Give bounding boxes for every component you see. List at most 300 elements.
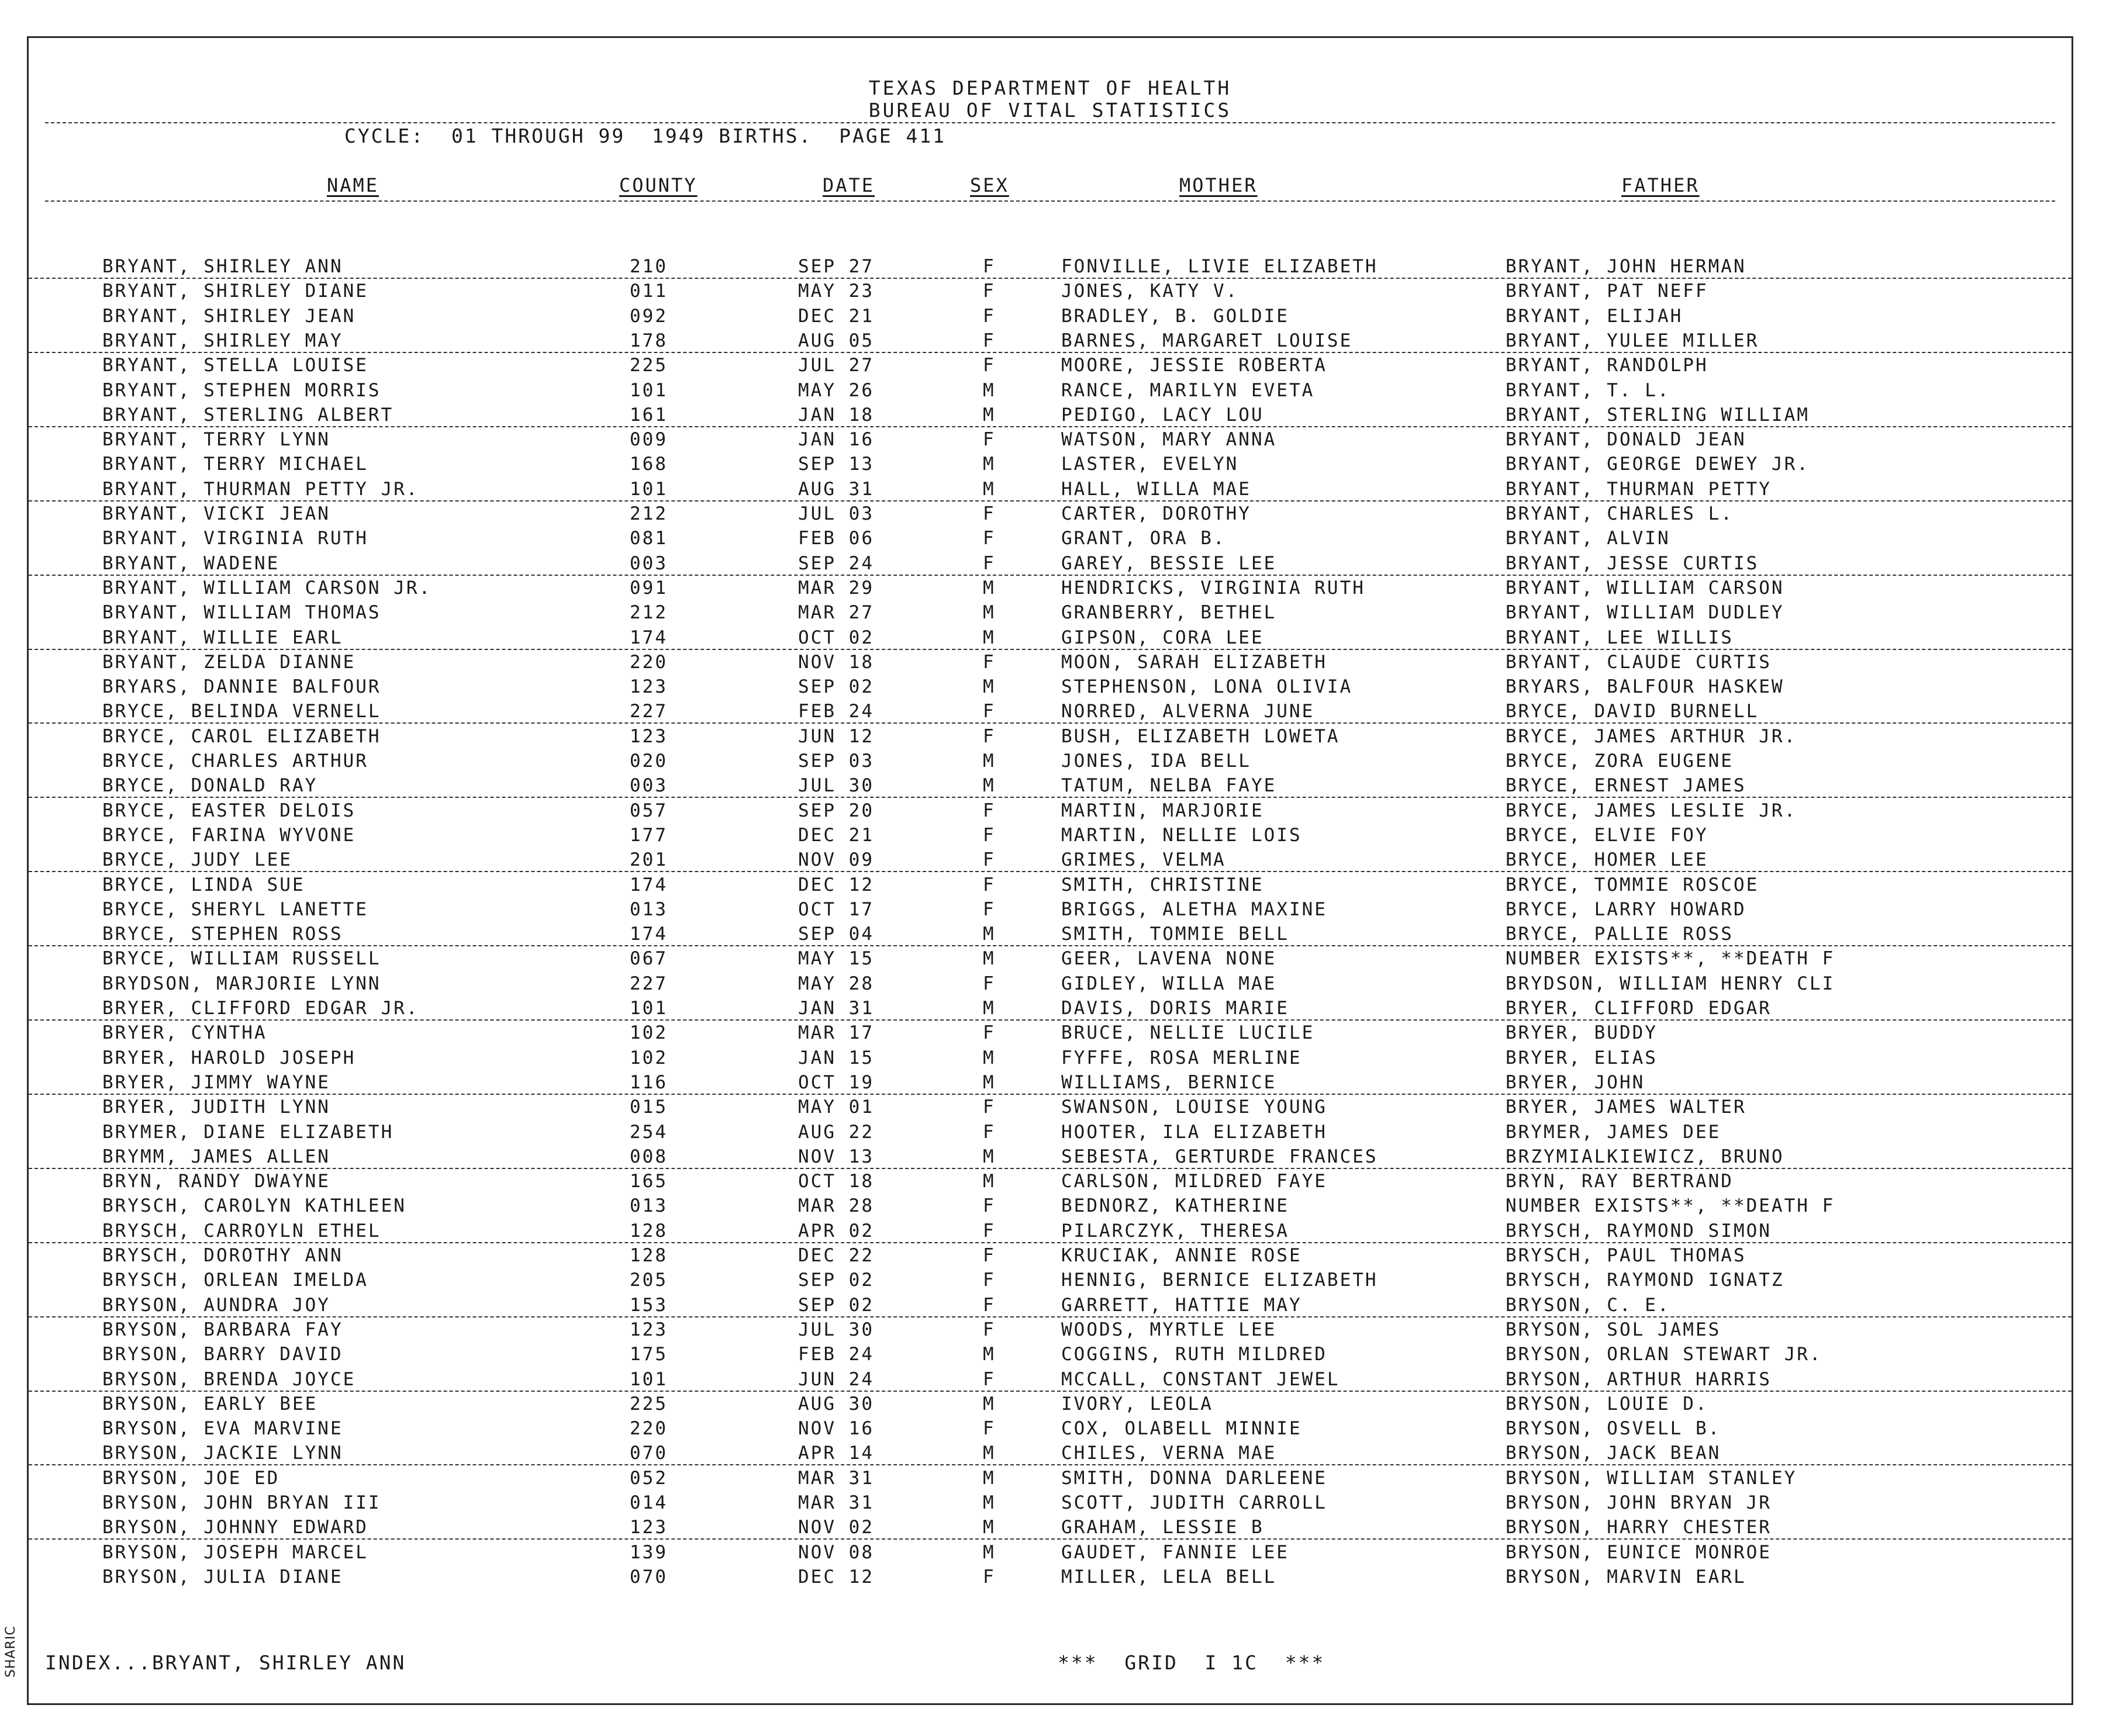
cell-county: 212 (630, 602, 668, 624)
cell-father: BRYSON, ORLAN STEWART JR. (1506, 1344, 1822, 1365)
table-row (29, 1515, 2072, 1540)
cell-sex: M (983, 998, 996, 1019)
cell-county: 009 (630, 429, 668, 451)
cell-sex: F (983, 1418, 996, 1440)
cell-name: BRYARS, DANNIE BALFOUR (102, 676, 381, 698)
cell-mother: MOON, SARAH ELIZABETH (1061, 651, 1327, 673)
cell-mother: GRANBERRY, BETHEL (1061, 602, 1277, 624)
cell-mother: WATSON, MARY ANNA (1061, 429, 1277, 451)
cell-mother: RANCE, MARILYN EVETA (1061, 379, 1315, 401)
cell-county: 070 (630, 1443, 668, 1464)
cell-name: BRYCE, DONALD RAY (102, 775, 318, 797)
grid-label: *** GRID I 1C *** (1058, 1651, 1325, 1674)
cell-county: 070 (630, 1566, 668, 1588)
cell-sex: M (983, 1344, 996, 1365)
cell-father: BRYANT, CLAUDE CURTIS (1506, 651, 1772, 673)
table-row (29, 1342, 2072, 1367)
cell-date: JUL 03 (798, 503, 874, 524)
cell-sex: F (983, 1220, 996, 1242)
cell-sex: F (983, 973, 996, 994)
cell-name: BRYCE, EASTER DELOIS (102, 800, 356, 821)
cell-name: BRYSON, BRENDA JOYCE (102, 1368, 356, 1390)
cell-father: BRYER, BUDDY (1506, 1022, 1658, 1044)
cell-date: SEP 02 (798, 1270, 874, 1291)
cell-sex: M (983, 454, 996, 475)
cell-sex: F (983, 725, 996, 747)
cell-mother: HALL, WILLA MAE (1061, 478, 1251, 500)
table-row (29, 1144, 2072, 1169)
table-row (29, 922, 2072, 946)
table-row (29, 1565, 2072, 1589)
cell-date: JUL 30 (798, 775, 874, 797)
cell-father: BRYSON, JACK BEAN (1506, 1443, 1721, 1464)
cell-county: 174 (630, 874, 668, 895)
cell-sex: M (983, 1541, 996, 1563)
cell-name: BRYSON, JULIA DIANE (102, 1566, 343, 1588)
cell-mother: GIDLEY, WILLA MAE (1061, 973, 1277, 994)
cell-date: MAR 27 (798, 602, 874, 624)
cell-sex: F (983, 1022, 996, 1044)
cell-name: BRYANT, VIRGINIA RUTH (102, 528, 368, 549)
cell-county: 003 (630, 775, 668, 797)
cell-date: MAY 28 (798, 973, 874, 994)
cell-mother: NORRED, ALVERNA JUNE (1061, 701, 1315, 722)
cell-sex: F (983, 898, 996, 920)
cell-county: 175 (630, 1344, 668, 1365)
table-row (29, 1416, 2072, 1441)
cell-father: BRYER, CLIFFORD EDGAR (1506, 998, 1772, 1019)
cell-mother: GAREY, BESSIE LEE (1061, 552, 1277, 574)
cell-date: JAN 16 (798, 429, 874, 451)
table-row (29, 971, 2072, 996)
cell-name: BRYANT, TERRY MICHAEL (102, 454, 368, 475)
cell-date: DEC 12 (798, 1566, 874, 1588)
table-row (29, 823, 2072, 848)
cell-sex: M (983, 404, 996, 426)
cell-mother: SCOTT, JUDITH CARROLL (1061, 1492, 1327, 1513)
cell-mother: FONVILLE, LIVIE ELIZABETH (1061, 256, 1378, 277)
cell-father: BRYSON, C. E. (1506, 1294, 1670, 1316)
record-sheet (27, 36, 2073, 1705)
cell-name: BRYANT, WILLIAM THOMAS (102, 602, 381, 624)
cell-date: APR 02 (798, 1220, 874, 1242)
cell-county: 174 (630, 627, 668, 648)
cell-name: BRYCE, SHERYL LANETTE (102, 898, 368, 920)
cell-mother: BARNES, MARGARET LOUISE (1061, 330, 1353, 351)
cell-date: SEP 04 (798, 924, 874, 945)
cell-date: MAY 01 (798, 1097, 874, 1118)
cell-date: MAY 15 (798, 948, 874, 970)
cell-mother: SMITH, TOMMIE BELL (1061, 924, 1289, 945)
table-row (29, 1021, 2072, 1045)
cell-mother: BEDNORZ, KATHERINE (1061, 1195, 1289, 1217)
cell-sex: M (983, 478, 996, 500)
cell-date: NOV 02 (798, 1517, 874, 1538)
cell-name: BRYSCH, CAROLYN KATHLEEN (102, 1195, 406, 1217)
cell-date: JUN 24 (798, 1368, 874, 1390)
table-row (29, 1070, 2072, 1095)
cell-sex: F (983, 503, 996, 524)
cell-mother: CARTER, DOROTHY (1061, 503, 1251, 524)
cell-county: 153 (630, 1294, 668, 1316)
cell-date: AUG 30 (798, 1393, 874, 1415)
cell-county: 225 (630, 1393, 668, 1415)
cell-father: BRYSON, WILLIAM STANLEY (1506, 1467, 1797, 1489)
cell-name: BRYCE, JUDY LEE (102, 849, 292, 871)
table-row (29, 1194, 2072, 1218)
cell-father: BRYCE, DAVID BURNELL (1506, 701, 1759, 722)
cell-name: BRYANT, TERRY LYNN (102, 429, 330, 451)
cell-date: DEC 22 (798, 1245, 874, 1266)
cell-date: MAR 31 (798, 1492, 874, 1513)
cell-father: BRZYMIALKIEWICZ, BRUNO (1506, 1146, 1784, 1167)
cell-father: BRYANT, WILLIAM DUDLEY (1506, 602, 1784, 624)
cell-father: BRYN, RAY BERTRAND (1506, 1171, 1734, 1192)
cell-county: 220 (630, 1418, 668, 1440)
cell-county: 227 (630, 701, 668, 722)
cell-name: BRYSON, AUNDRA JOY (102, 1294, 330, 1316)
cell-mother: TATUM, NELBA FAYE (1061, 775, 1277, 797)
cell-date: OCT 17 (798, 898, 874, 920)
cell-father: BRYER, JOHN (1506, 1071, 1645, 1093)
cell-county: 123 (630, 676, 668, 698)
cell-county: 013 (630, 1195, 668, 1217)
cell-date: SEP 20 (798, 800, 874, 821)
cell-father: BRYSON, LOUIE D. (1506, 1393, 1708, 1415)
cell-date: DEC 21 (798, 305, 874, 327)
cell-date: NOV 16 (798, 1418, 874, 1440)
cell-county: 014 (630, 1492, 668, 1513)
cell-name: BRYSON, BARRY DAVID (102, 1344, 343, 1365)
cell-date: SEP 02 (798, 1294, 874, 1316)
cell-sex: M (983, 676, 996, 698)
cell-sex: F (983, 1097, 996, 1118)
cell-sex: F (983, 1245, 996, 1266)
cell-mother: DAVIS, DORIS MARIE (1061, 998, 1289, 1019)
cell-name: BRYER, CLIFFORD EDGAR JR. (102, 998, 419, 1019)
cell-father: NUMBER EXISTS**, **DEATH F (1506, 1195, 1835, 1217)
table-row (29, 502, 2072, 526)
cell-county: 123 (630, 725, 668, 747)
table-row (29, 749, 2072, 773)
cell-father: BRYCE, LARRY HOWARD (1506, 898, 1746, 920)
cell-county: 020 (630, 751, 668, 772)
cell-name: BRYANT, WADENE (102, 552, 280, 574)
cell-date: MAR 29 (798, 577, 874, 599)
header-divider (45, 122, 2055, 123)
cell-date: FEB 24 (798, 1344, 874, 1365)
cell-name: BRYCE, STEPHEN ROSS (102, 924, 343, 945)
cell-name: BRYSCH, CARROYLN ETHEL (102, 1220, 381, 1242)
index-line: INDEX...BRYANT, SHIRLEY ANN (45, 1651, 406, 1674)
cell-name: BRYSON, JACKIE LYNN (102, 1443, 343, 1464)
cell-date: NOV 18 (798, 651, 874, 673)
cell-name: BRYANT, STEPHEN MORRIS (102, 379, 381, 401)
cell-father: BRYCE, PALLIE ROSS (1506, 924, 1734, 945)
cell-mother: MILLER, LELA BELL (1061, 1566, 1277, 1588)
cell-sex: F (983, 824, 996, 846)
cell-father: BRYANT, ELIJAH (1506, 305, 1683, 327)
cell-sex: F (983, 874, 996, 895)
cell-date: FEB 24 (798, 701, 874, 722)
cell-sex: F (983, 355, 996, 376)
cell-sex: F (983, 1195, 996, 1217)
cell-county: 092 (630, 305, 668, 327)
cell-date: MAR 17 (798, 1022, 874, 1044)
cell-mother: SMITH, CHRISTINE (1061, 874, 1264, 895)
cell-sex: F (983, 256, 996, 277)
cell-mother: BRADLEY, B. GOLDIE (1061, 305, 1289, 327)
table-row (29, 798, 2072, 823)
cell-mother: JONES, IDA BELL (1061, 751, 1251, 772)
cell-father: BRYSON, ARTHUR HARRIS (1506, 1368, 1772, 1390)
cell-sex: M (983, 751, 996, 772)
cell-date: OCT 19 (798, 1071, 874, 1093)
cell-mother: GRIMES, VELMA (1061, 849, 1226, 871)
cell-name: BRYSON, JOSEPH MARCEL (102, 1541, 368, 1563)
cell-name: BRYER, CYNTHA (102, 1022, 267, 1044)
cell-father: BRYSON, JOHN BRYAN JR (1506, 1492, 1772, 1513)
cell-father: BRYSON, EUNICE MONROE (1506, 1541, 1772, 1563)
cell-sex: F (983, 330, 996, 351)
cell-sex: F (983, 305, 996, 327)
cell-sex: F (983, 429, 996, 451)
cell-date: MAR 31 (798, 1467, 874, 1489)
table-row (29, 1219, 2072, 1243)
cell-father: BRYCE, HOMER LEE (1506, 849, 1708, 871)
cell-county: 128 (630, 1220, 668, 1242)
cell-county: 139 (630, 1541, 668, 1563)
cell-date: JAN 15 (798, 1047, 874, 1068)
cell-mother: MARTIN, MARJORIE (1061, 800, 1264, 821)
cell-mother: PEDIGO, LACY LOU (1061, 404, 1264, 426)
cell-father: BRYANT, PAT NEFF (1506, 281, 1708, 302)
table-row (29, 1268, 2072, 1292)
cell-name: BRYANT, STERLING ALBERT (102, 404, 394, 426)
cell-father: BRYCE, ZORA EUGENE (1506, 751, 1734, 772)
cell-name: BRYANT, SHIRLEY DIANE (102, 281, 368, 302)
cell-county: 128 (630, 1245, 668, 1266)
cell-mother: CARLSON, MILDRED FAYE (1061, 1171, 1327, 1192)
cell-sex: M (983, 948, 996, 970)
cell-county: 212 (630, 503, 668, 524)
cell-sex: F (983, 849, 996, 871)
cell-sex: M (983, 1517, 996, 1538)
cell-father: BRYANT, RANDOLPH (1506, 355, 1708, 376)
cell-county: 102 (630, 1022, 668, 1044)
cell-county: 011 (630, 281, 668, 302)
cell-date: JUL 30 (798, 1319, 874, 1340)
cell-father: BRYSON, SOL JAMES (1506, 1319, 1721, 1340)
cell-mother: GEER, LAVENA NONE (1061, 948, 1277, 970)
cell-date: NOV 08 (798, 1541, 874, 1563)
cell-sex: M (983, 1443, 996, 1464)
cell-name: BRYANT, SHIRLEY MAY (102, 330, 343, 351)
cell-county: 008 (630, 1146, 668, 1167)
column-header-father: FATHER (1621, 174, 1700, 196)
cell-name: BRYER, JUDITH LYNN (102, 1097, 330, 1118)
cell-county: 003 (630, 552, 668, 574)
cell-sex: F (983, 1270, 996, 1291)
cell-county: 101 (630, 1368, 668, 1390)
table-row (29, 699, 2072, 724)
cell-mother: FYFFE, ROSA MERLINE (1061, 1047, 1302, 1068)
cell-mother: GRANT, ORA B. (1061, 528, 1226, 549)
cell-name: BRYN, RANDY DWAYNE (102, 1171, 330, 1192)
cell-name: BRYANT, THURMAN PETTY JR. (102, 478, 419, 500)
cell-father: BRYSCH, PAUL THOMAS (1506, 1245, 1746, 1266)
table-row (29, 1491, 2072, 1515)
cell-father: BRYER, ELIAS (1506, 1047, 1658, 1068)
cell-name: BRYANT, SHIRLEY JEAN (102, 305, 356, 327)
cell-county: 161 (630, 404, 668, 426)
cell-county: 101 (630, 379, 668, 401)
cell-date: NOV 09 (798, 849, 874, 871)
cell-sex: F (983, 1566, 996, 1588)
cell-mother: BUSH, ELIZABETH LOWETA (1061, 725, 1340, 747)
cell-father: BRYANT, DONALD JEAN (1506, 429, 1746, 451)
table-row (29, 576, 2072, 600)
cell-date: JUL 27 (798, 355, 874, 376)
table-row (29, 254, 2072, 279)
table-row (29, 1293, 2072, 1317)
cell-mother: SMITH, DONNA DARLEENE (1061, 1467, 1327, 1489)
cell-sex: M (983, 775, 996, 797)
table-row (29, 675, 2072, 699)
table-row (29, 1466, 2072, 1491)
table-row (29, 773, 2072, 798)
cell-date: APR 14 (798, 1443, 874, 1464)
cell-county: 177 (630, 824, 668, 846)
cell-name: BRYSON, EVA MARVINE (102, 1418, 343, 1440)
table-row (29, 1367, 2072, 1392)
cell-father: BRYDSON, WILLIAM HENRY CLI (1506, 973, 1835, 994)
table-row (29, 724, 2072, 749)
cell-mother: KRUCIAK, ANNIE ROSE (1061, 1245, 1302, 1266)
cell-county: 091 (630, 577, 668, 599)
cell-sex: M (983, 1047, 996, 1068)
cell-father: BRYSON, HARRY CHESTER (1506, 1517, 1772, 1538)
cell-mother: LASTER, EVELYN (1061, 454, 1239, 475)
cell-sex: M (983, 577, 996, 599)
cell-county: 254 (630, 1121, 668, 1143)
column-header-date: DATE (823, 174, 875, 196)
cell-father: BRYSON, MARVIN EARL (1506, 1566, 1746, 1588)
cell-mother: GIPSON, CORA LEE (1061, 627, 1264, 648)
cell-date: AUG 31 (798, 478, 874, 500)
cell-father: BRYANT, GEORGE DEWEY JR. (1506, 454, 1810, 475)
cell-father: NUMBER EXISTS**, **DEATH F (1506, 948, 1835, 970)
cell-name: BRYDSON, MARJORIE LYNN (102, 973, 381, 994)
cell-name: BRYER, JIMMY WAYNE (102, 1071, 330, 1093)
cell-sex: F (983, 651, 996, 673)
cell-county: 220 (630, 651, 668, 673)
cell-county: 015 (630, 1097, 668, 1118)
cell-mother: GRAHAM, LESSIE B (1061, 1517, 1264, 1538)
table-row (29, 427, 2072, 452)
cell-father: BRYCE, JAMES LESLIE JR. (1506, 800, 1797, 821)
table-row (29, 1046, 2072, 1070)
cell-county: 101 (630, 478, 668, 500)
cell-name: BRYANT, WILLIE EARL (102, 627, 343, 648)
cell-sex: M (983, 1146, 996, 1167)
cell-mother: WOODS, MYRTLE LEE (1061, 1319, 1277, 1340)
cell-county: 227 (630, 973, 668, 994)
cell-county: 201 (630, 849, 668, 871)
cell-county: 057 (630, 800, 668, 821)
cell-father: BRYSON, OSVELL B. (1506, 1418, 1721, 1440)
cell-sex: F (983, 800, 996, 821)
cell-date: DEC 12 (798, 874, 874, 895)
page-subtitle: BUREAU OF VITAL STATISTICS (868, 99, 1232, 122)
cell-sex: M (983, 1467, 996, 1489)
cell-father: BRYCE, ELVIE FOY (1506, 824, 1708, 846)
table-row (29, 1243, 2072, 1268)
cell-name: BRYANT, SHIRLEY ANN (102, 256, 343, 277)
cell-mother: COX, OLABELL MINNIE (1061, 1418, 1302, 1440)
cell-father: BRYANT, WILLIAM CARSON (1506, 577, 1784, 599)
table-row (29, 625, 2072, 650)
cell-county: 210 (630, 256, 668, 277)
cell-date: FEB 06 (798, 528, 874, 549)
cell-sex: M (983, 627, 996, 648)
cell-county: 013 (630, 898, 668, 920)
cycle-line: CYCLE: 01 THROUGH 99 1949 BIRTHS. PAGE 411 (344, 125, 947, 147)
cell-date: AUG 05 (798, 330, 874, 351)
cell-father: BRYANT, YULEE MILLER (1506, 330, 1759, 351)
table-row (29, 873, 2072, 897)
table-row (29, 378, 2072, 403)
cell-father: BRYCE, TOMMIE ROSCOE (1506, 874, 1759, 895)
cell-name: BRYANT, ZELDA DIANNE (102, 651, 356, 673)
column-header-mother: MOTHER (1179, 174, 1258, 196)
cell-county: 116 (630, 1071, 668, 1093)
cell-date: OCT 18 (798, 1171, 874, 1192)
table-row (29, 328, 2072, 353)
cell-county: 123 (630, 1319, 668, 1340)
cell-name: BRYSON, BARBARA FAY (102, 1319, 343, 1340)
table-row (29, 279, 2072, 303)
cell-date: NOV 13 (798, 1146, 874, 1167)
cell-father: BRYANT, THURMAN PETTY (1506, 478, 1772, 500)
cell-name: BRYCE, CAROL ELIZABETH (102, 725, 381, 747)
cell-date: MAY 23 (798, 281, 874, 302)
cell-date: SEP 27 (798, 256, 874, 277)
table-row (29, 996, 2072, 1021)
cell-name: BRYCE, FARINA WYVONE (102, 824, 356, 846)
cell-name: BRYANT, STELLA LOUISE (102, 355, 368, 376)
cell-date: OCT 02 (798, 627, 874, 648)
cell-county: 174 (630, 924, 668, 945)
cell-mother: IVORY, LEOLA (1061, 1393, 1213, 1415)
cell-father: BRYER, JAMES WALTER (1506, 1097, 1746, 1118)
cell-sex: F (983, 552, 996, 574)
cell-sex: F (983, 1319, 996, 1340)
cell-mother: WILLIAMS, BERNICE (1061, 1071, 1277, 1093)
table-row (29, 353, 2072, 378)
cell-father: BRYCE, ERNEST JAMES (1506, 775, 1746, 797)
cell-county: 081 (630, 528, 668, 549)
cell-sex: F (983, 1294, 996, 1316)
table-row (29, 304, 2072, 328)
cell-county: 067 (630, 948, 668, 970)
cell-name: BRYER, HAROLD JOSEPH (102, 1047, 356, 1068)
cell-county: 225 (630, 355, 668, 376)
cell-sex: M (983, 1071, 996, 1093)
cell-date: JUN 12 (798, 725, 874, 747)
cell-name: BRYANT, WILLIAM CARSON JR. (102, 577, 432, 599)
cell-name: BRYCE, BELINDA VERNELL (102, 701, 381, 722)
